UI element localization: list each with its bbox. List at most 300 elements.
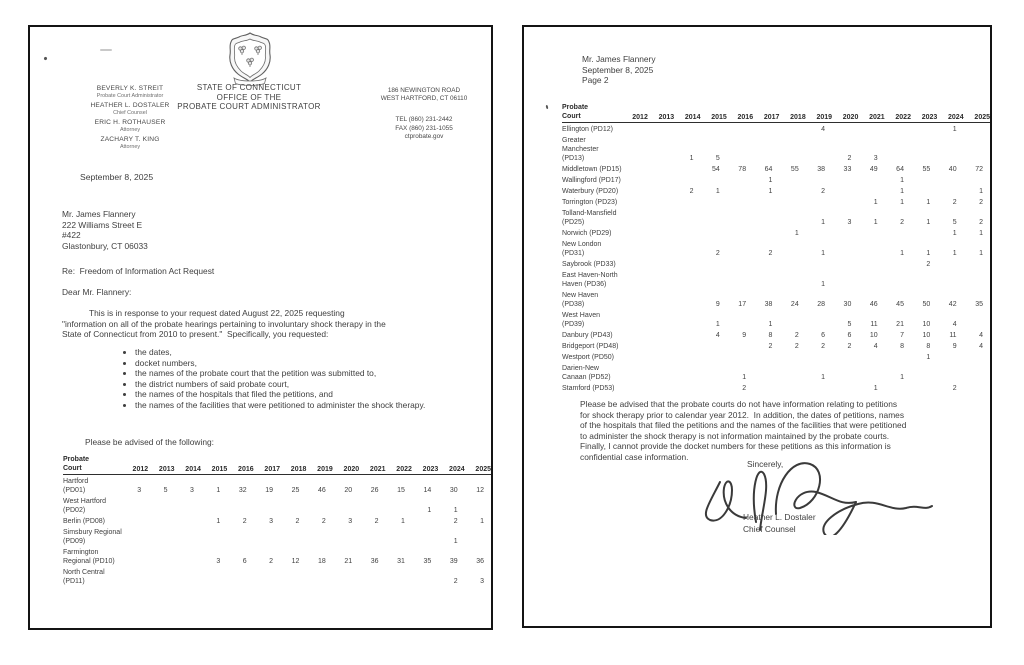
table-cell (175, 515, 201, 526)
table-cell: 1 (742, 374, 747, 381)
table-cell (885, 382, 911, 393)
table-row (562, 362, 990, 382)
table-cell (911, 382, 937, 393)
table-cell (700, 382, 726, 393)
staff-name: ZACHARY T. KING (100, 136, 160, 143)
sincerely-line: Sincerely, (747, 459, 784, 469)
table-cell (648, 329, 674, 340)
table-cell: 1 (216, 487, 221, 494)
page2-header-line: September 8, 2025 (582, 64, 654, 75)
table-cell: 4 (715, 332, 720, 339)
table-cell: 6 (821, 332, 826, 339)
table-cell (622, 258, 648, 269)
table-row (63, 566, 491, 586)
table-cell: 2 (768, 250, 773, 257)
table-cell (648, 382, 674, 393)
table-cell (227, 526, 253, 546)
table-cell: 10 (922, 321, 931, 328)
table-row (562, 351, 990, 362)
year-column-header: 2019 (306, 455, 332, 475)
table-cell: 2 (794, 332, 799, 339)
table-cell (700, 123, 726, 135)
table-cell (648, 351, 674, 362)
table-cell (674, 174, 700, 185)
table-cell (727, 340, 753, 351)
table-cell: 2 (979, 199, 983, 206)
table-cell: 1 (873, 219, 878, 226)
table-cell (832, 174, 858, 185)
table-cell (412, 566, 438, 586)
body-line: This is in response to your request dated August 22, 2025 requesting (89, 308, 345, 318)
table-cell (648, 227, 674, 238)
table-cell (911, 362, 937, 382)
table-cell: 2 (295, 518, 300, 525)
table-cell (779, 362, 805, 382)
table-cell (911, 134, 937, 163)
table-cell (306, 495, 332, 515)
table-row (562, 309, 990, 329)
probate-court-label: Greater Manchester (PD13) (562, 137, 599, 162)
scan-speck (546, 105, 549, 109)
table-cell (622, 207, 648, 227)
table-cell (753, 382, 779, 393)
staff-title: Attorney (119, 143, 141, 150)
table-cell: 14 (423, 487, 432, 494)
letterhead-contact (360, 116, 488, 141)
table-cell: 1 (979, 188, 983, 195)
probate-court-label: West Haven (PD39) (562, 312, 600, 328)
table-cell (201, 566, 227, 586)
table-row (562, 238, 990, 258)
year-column-header: 2018 (280, 455, 306, 475)
table-cell: 38 (764, 301, 773, 308)
year-column-header: 2021 (858, 103, 884, 123)
table-cell (148, 546, 174, 566)
table-cell: 2 (900, 219, 904, 226)
table-cell (832, 269, 858, 289)
office-line: STATE OF CONNECTICUT (196, 83, 302, 92)
year-column-header: 2024 (438, 455, 464, 475)
probate-court-label: Ellington (PD12) (562, 126, 613, 133)
table-cell: 1 (979, 250, 983, 257)
table-cell: 11 (870, 321, 878, 328)
table-cell (700, 207, 726, 227)
table-cell: 78 (738, 166, 747, 173)
table-cell: 1 (979, 230, 983, 237)
page2-header-line: Page 2 (582, 75, 609, 86)
signature-scrawl-icon (692, 450, 942, 535)
table-cell (622, 269, 648, 289)
table-cell: 3 (348, 518, 353, 525)
table-cell: 19 (265, 487, 273, 494)
table-cell (753, 258, 779, 269)
table-row (562, 227, 990, 238)
table-cell (911, 227, 937, 238)
table-cell: 28 (817, 301, 826, 308)
table-cell (412, 515, 438, 526)
table-cell: 55 (922, 166, 931, 173)
table-cell: 3 (189, 487, 194, 494)
letter-date: September 8, 2025 (80, 172, 154, 182)
year-column-header: 2014 (674, 103, 700, 123)
table-cell (648, 163, 674, 174)
probate-court-label: Darien-New Canaan (PD52) (562, 365, 611, 381)
table-cell (779, 238, 805, 258)
table-cell (622, 196, 648, 207)
table-cell (885, 123, 911, 135)
table-cell: 1 (900, 199, 904, 206)
table-cell (280, 526, 306, 546)
table-cell (779, 382, 805, 393)
table-cell: 2 (926, 261, 931, 268)
table-cell: 8 (900, 343, 904, 350)
table-cell: 72 (975, 166, 983, 173)
table-cell (227, 566, 253, 586)
signer-title: Chief Counsel (743, 524, 796, 534)
probate-table-page1 (63, 455, 491, 586)
table-cell: 55 (790, 166, 799, 173)
table-cell (858, 238, 884, 258)
letterhead-address (360, 87, 488, 103)
table-row (63, 495, 491, 515)
table-cell (122, 526, 148, 546)
scan-speck (44, 57, 48, 61)
table-cell: 17 (738, 301, 747, 308)
table-cell (622, 134, 648, 163)
staff-entry (68, 119, 192, 133)
table-cell (937, 258, 963, 269)
table-cell: 8 (768, 332, 773, 339)
table-cell (964, 269, 990, 289)
table-cell: 2 (269, 558, 273, 565)
staff-title: Chief Counsel (113, 109, 147, 116)
signer-name: Heather L. Dostaler (743, 512, 816, 522)
table-cell (779, 123, 805, 135)
table-cell (779, 174, 805, 185)
table-cell (806, 196, 832, 207)
table-cell (911, 123, 937, 135)
table-cell: 4 (821, 126, 826, 133)
table-cell: 1 (715, 188, 720, 195)
table-cell (175, 495, 201, 515)
table-cell (964, 351, 990, 362)
table-row (562, 196, 990, 207)
table-row (562, 207, 990, 227)
table-cell (622, 351, 648, 362)
table-cell (622, 238, 648, 258)
table-cell (753, 362, 779, 382)
table-cell (622, 123, 648, 135)
table-cell (885, 134, 911, 163)
table-cell (648, 123, 674, 135)
table-cell (858, 269, 884, 289)
table-cell: 1 (900, 374, 904, 381)
table-cell (359, 495, 385, 515)
office-line: PROBATE COURT ADMINISTRATOR (177, 102, 321, 112)
table-row (562, 329, 990, 340)
table-cell (806, 134, 832, 163)
table-cell (937, 174, 963, 185)
body-line: State of Connecticut from 2010 to present." Specifically, you requested: (62, 329, 329, 340)
table-cell: 3 (847, 219, 852, 226)
table-cell (964, 362, 990, 382)
table-cell (700, 258, 726, 269)
contact-line: ctprobate.gov (404, 132, 444, 140)
table-cell (386, 566, 412, 586)
table-cell (937, 351, 963, 362)
table-cell: 1 (952, 126, 957, 133)
connecticut-seal-icon (228, 32, 272, 82)
table-cell: 35 (423, 558, 432, 565)
address-line: WEST HARTFORD, CT 06110 (380, 95, 468, 103)
table-cell: 2 (847, 343, 852, 350)
table-cell: 10 (922, 332, 931, 339)
table-cell (832, 258, 858, 269)
table-header-label: Probate Court (562, 103, 622, 123)
table-cell: 42 (948, 301, 957, 308)
table-cell: 2 (794, 343, 799, 350)
table-cell: 31 (397, 558, 405, 565)
table-cell (937, 362, 963, 382)
table-cell (700, 269, 726, 289)
table-cell (648, 185, 674, 196)
table-cell (175, 546, 201, 566)
table-cell: 54 (711, 166, 720, 173)
table-cell (674, 163, 700, 174)
table-cell (858, 174, 884, 185)
table-cell (465, 495, 491, 515)
table-cell: 1 (926, 199, 931, 206)
table-cell (858, 362, 884, 382)
table-cell (832, 185, 858, 196)
table-cell (648, 362, 674, 382)
page2-header (582, 54, 656, 86)
salutation: Dear Mr. Flannery: (62, 287, 132, 297)
table-cell (148, 526, 174, 546)
year-column-header: 2022 (885, 103, 911, 123)
probate-court-label: Torrington (PD23) (562, 199, 618, 206)
table-cell: 49 (869, 166, 878, 173)
table-cell (700, 174, 726, 185)
table-cell (648, 340, 674, 351)
table-cell (648, 269, 674, 289)
recipient-line: 222 Williams Street E (62, 219, 143, 230)
probate-court-label: Tolland-Mansfield (PD25) (562, 210, 617, 226)
staff-name: ERIC H. ROTHAUSER (94, 119, 166, 126)
table-cell (333, 526, 359, 546)
table-cell (674, 196, 700, 207)
table-cell: 36 (476, 558, 484, 565)
table-cell (622, 185, 648, 196)
year-column-header: 2013 (148, 455, 174, 475)
table-cell: 1 (926, 219, 931, 226)
table-cell (622, 340, 648, 351)
table-cell (779, 269, 805, 289)
contact-line: TEL (860) 231-2442 (395, 116, 453, 124)
table-cell (175, 526, 201, 546)
table-cell: 1 (453, 538, 458, 545)
year-column-header: 2022 (386, 455, 412, 475)
request-item: • the dates, (135, 347, 465, 358)
table-cell (254, 495, 280, 515)
probate-court-label: Danbury (PD43) (562, 332, 613, 339)
table-cell: 39 (449, 558, 458, 565)
table-cell: 1 (821, 281, 826, 288)
table-cell (806, 382, 832, 393)
table-cell: 46 (869, 301, 878, 308)
table-cell (964, 134, 990, 163)
table-cell: 9 (742, 332, 747, 339)
table-cell (306, 566, 332, 586)
recipient-address (62, 209, 148, 251)
table-cell (622, 329, 648, 340)
office-line: OFFICE OF THE (216, 92, 282, 102)
request-items-list (122, 347, 465, 411)
table-row (562, 134, 990, 163)
table-cell (622, 174, 648, 185)
table-cell: 2 (952, 385, 957, 392)
table-cell (727, 351, 753, 362)
table-cell: 20 (344, 487, 353, 494)
page2-header-line: Mr. James Flannery (582, 54, 656, 64)
letter-page-2 (522, 25, 992, 628)
table-cell (674, 289, 700, 309)
table-header-label: Probate Court (63, 455, 122, 475)
table-cell: 1 (821, 250, 826, 257)
table-cell (648, 134, 674, 163)
table-cell: 64 (764, 166, 773, 173)
table-cell (964, 309, 990, 329)
table-cell: 1 (900, 188, 904, 195)
table-cell: 8 (926, 343, 931, 350)
table-row (63, 546, 491, 566)
table-cell: 50 (922, 301, 931, 308)
year-column-header: 2017 (753, 103, 779, 123)
table-cell (727, 269, 753, 289)
year-column-header: 2016 (227, 455, 253, 475)
table-cell (964, 258, 990, 269)
table-cell (858, 351, 884, 362)
table-cell: 5 (163, 487, 168, 494)
table-cell (806, 227, 832, 238)
table-cell (648, 207, 674, 227)
table-cell (858, 258, 884, 269)
table-cell: 1 (873, 199, 878, 206)
table-cell (700, 340, 726, 351)
table-cell (674, 382, 700, 393)
table-cell: 12 (476, 487, 484, 494)
table-cell (753, 269, 779, 289)
table-cell (674, 329, 700, 340)
table-cell (806, 174, 832, 185)
year-column-header: 2023 (412, 455, 438, 475)
table-cell: 7 (900, 332, 904, 339)
closing-line: for shock therapy prior to calendar year 2012. In addition, the dates of petitions, names (580, 409, 905, 420)
contact-line: FAX (860) 231-1055 (395, 124, 453, 132)
table-cell: 33 (843, 166, 852, 173)
table-cell (937, 185, 963, 196)
table-cell: 3 (269, 518, 273, 525)
year-column-header: 2012 (622, 103, 648, 123)
probate-court-label: Westport (PD50) (562, 354, 614, 361)
table-cell: 1 (768, 321, 773, 328)
table-cell (885, 258, 911, 269)
table-cell: 3 (873, 155, 878, 162)
probate-court-label: Wallingford (PD17) (562, 177, 621, 184)
table-cell (648, 258, 674, 269)
table-cell (779, 351, 805, 362)
table-cell: 2 (242, 518, 247, 525)
table-cell (964, 174, 990, 185)
table-cell: 1 (216, 518, 221, 525)
table-row (562, 163, 990, 174)
table-row (63, 515, 491, 526)
table-cell: 1 (768, 188, 773, 195)
table-cell (832, 196, 858, 207)
table-cell: 1 (453, 507, 458, 514)
table-cell (674, 362, 700, 382)
staff-title: Probate Court Administrator (96, 92, 164, 99)
table-cell (648, 309, 674, 329)
table-cell: 5 (715, 155, 720, 162)
table-cell (648, 289, 674, 309)
recipient-line: Mr. James Flannery (62, 209, 136, 219)
request-item: • the names of the hospitals that filed the petitions, and (135, 389, 465, 400)
table-cell (674, 269, 700, 289)
closing-line: Please be advised that the probate courts do not have information relating to petitions (580, 399, 898, 409)
table-cell (386, 526, 412, 546)
table-cell (201, 526, 227, 546)
table-cell: 1 (900, 177, 904, 184)
table-cell: 18 (317, 558, 326, 565)
table-cell (674, 340, 700, 351)
table-cell: 4 (873, 343, 878, 350)
table-cell (700, 227, 726, 238)
table-cell (622, 289, 648, 309)
table-cell: 2 (321, 518, 326, 525)
table-cell (148, 495, 174, 515)
table-cell (806, 351, 832, 362)
body-line: "information on all of the probate hearings pertaining to involuntary shock therapy in the (62, 318, 386, 329)
table-cell (832, 227, 858, 238)
table-cell (648, 174, 674, 185)
table-row (562, 340, 990, 351)
table-cell: 6 (242, 558, 247, 565)
table-cell (753, 227, 779, 238)
closing-line: of the hospitals that filed the petitions and the names of the facilities that were petitioned (580, 420, 907, 431)
table-cell: 30 (843, 301, 852, 308)
table-cell (858, 123, 884, 135)
request-item: • docket numbers, (135, 358, 465, 369)
table-row (562, 123, 990, 135)
scan-smudge (100, 49, 112, 51)
table-cell (885, 227, 911, 238)
probate-court-label: New London (PD31) (562, 241, 602, 257)
table-cell: 21 (344, 558, 353, 565)
year-column-header: 2024 (937, 103, 963, 123)
table-cell (885, 269, 911, 289)
table-cell (727, 134, 753, 163)
recipient-line: #422 (62, 230, 81, 241)
table-cell (727, 258, 753, 269)
table-cell: 30 (449, 487, 458, 494)
table-cell (858, 227, 884, 238)
year-column-header: 2015 (201, 455, 227, 475)
probate-court-label: Stamford (PD53) (562, 385, 615, 392)
probate-court-label: Norwich (PD29) (562, 230, 612, 237)
letterhead-address-block (360, 87, 488, 141)
table-header-row (63, 455, 491, 475)
